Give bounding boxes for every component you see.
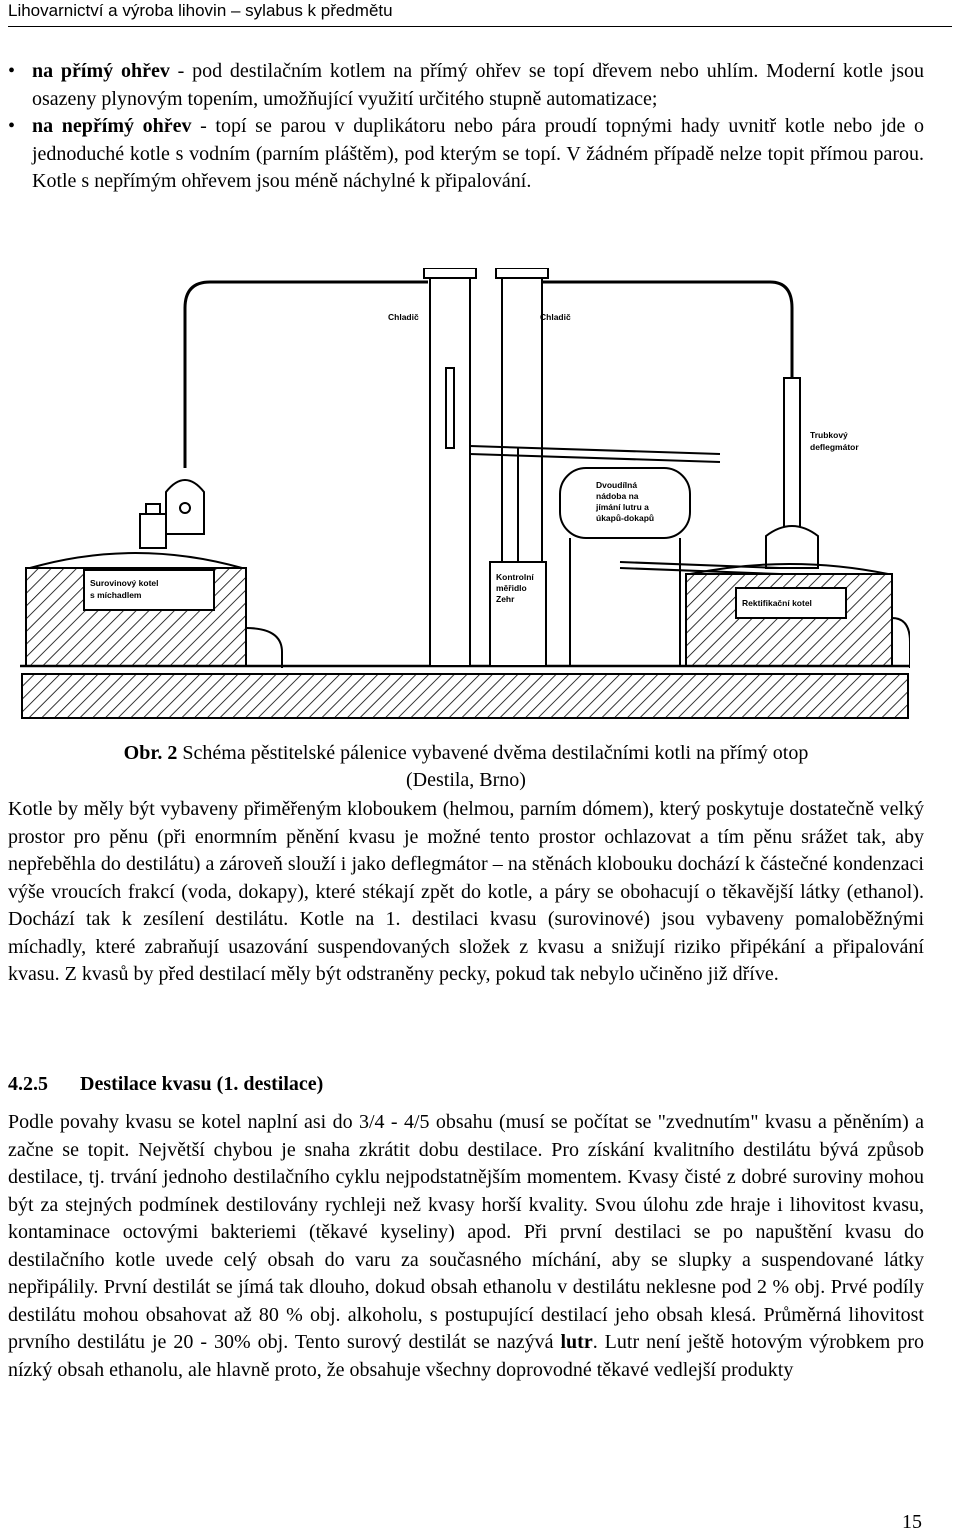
tube-dephlegmator: [784, 378, 800, 528]
paragraph-text-part1: Podle povahy kvasu se kotel naplní asi do 3/4 - 4/5 obsahu (musí se počítat se "zvednutím" kvasu a pěněním) a začne se topit. Největší chybou je snaha zkrátit dobu destilace. Pro získání kvalitního destilátu bývá způsob destilace, tj. trvání jednoho destilačního cyklu nejpodstatnějším momentem. Kvasy čisté z dobré suroviny mohou být za stejných podmínek destilovány rychleji než kvasy horší kvality. Svou úlohu zde hraje i lihovitost kvasu, kontaminace octovými bakteriemi (těkavé kyseliny) apod. Při první destilaci se po napuštění kvasu do destilačního kotle uvede celý obsah do varu za současného míchání, aby se slupky a suspendované látky nepřipálily. První destilát se jímá tak dlouho, dokud obsah ethanolu v destilátu neklesne pod 2 % obj. Prvé podíly destilátu mohou obsahovat až 80 % obj. alkoholu, s postupující destilací jeho obsah klesá. Průměrná lihovitost prvního destilátu je 20 - 30% obj. Tento surový destilát se nazývá: [8, 1111, 924, 1353]
label-raw-boiler-2: s míchadlem: [90, 590, 142, 600]
bullet-list: [8, 58, 924, 196]
right-vapor-pipe: [542, 282, 792, 398]
bullet-text: - pod destilačním kotlem na přímý ohřev se topí dřevem nebo uhlím. Moderní kotle jsou osazeny plynovým topením, umožňující využití určitého stupně automatizace;: [32, 60, 924, 110]
label-receiver-3: jímání lutru a: [596, 502, 649, 512]
label-receiver-2: nádoba na: [596, 491, 639, 501]
label-cooler-right: Chladič: [540, 312, 571, 322]
stirrer-motor-top: [146, 504, 160, 514]
paragraph-text: [8, 1109, 924, 1384]
label-meter-2: měřidlo: [496, 583, 527, 593]
header-title: Lihovarnictví a výroba lihovin – sylabus k předmětu: [8, 1, 393, 20]
label-receiver-4: úkapů-dokapů: [596, 513, 655, 523]
paragraph-distillation: [8, 1109, 924, 1384]
left-cooler-cap: [424, 268, 476, 278]
distillery-schematic: [20, 268, 910, 724]
left-helmet: [166, 480, 204, 534]
caption-line-1: [8, 740, 924, 767]
section-heading: [8, 1070, 323, 1098]
label-dephlegmator-2: deflegmátor: [810, 442, 859, 452]
bullet-text: - topí se parou v duplikátoru nebo pára proudí topnými hady uvnitř kotle nebo jde o jednoduché kotle s vodním (parním pláštěm), pod kterým se topí. V žádném případě nelze topit přímou parou. Kotle s nepřímým ohřevem jsou méně náchylné k připalování.: [32, 115, 925, 192]
stirrer-motor: [140, 514, 166, 548]
caption-text: Schéma pěstitelské pálenice vybavené dvěma destilačními kotli na přímý otop: [182, 742, 809, 764]
caption-line-2: (Destila, Brno): [406, 769, 526, 791]
bullet-item-indirect-heating: [8, 113, 924, 196]
left-drain-pipe: [246, 628, 282, 668]
left-boiler-lid: [30, 553, 242, 568]
paragraph-term-lutr: lutr: [560, 1331, 593, 1353]
paragraph-text: Kotle by měly být vybaveny přiměřeným kloboukem (helmou, parním dómem), který poskytuje dostatečně velký prostor pro pěnu (při enormním pěnění kvasu je možné tento prostor ochlazovat a tím pěnu srážet tak, aby nepřeběhla do destilátu) a zároveň slouží i jako deflegmátor – na stěnách klobouku dochází k částečné kondenzaci výše vroucích frakcí (voda, dokapy), které stékají zpět do kotle, a páry se obohacují o těkavější látky (ethanol). Dochází tak k zesílení destilátu. Kotle na 1. destilaci kvasu (surovinové) jsou vybaveny pomaloběžnými míchadly, které zabraňují usazování suspendovaných složek z kvasu a snižují riziko připékání a připalování kvasu. Z kvasů by před destilací měly být odstraněny pecky, pokud tak nebylo učiněno již dříve.: [8, 798, 924, 985]
paragraph-boilers: [8, 796, 924, 989]
bullet-term: na přímý ohřev: [32, 60, 170, 82]
thermometer: [446, 368, 454, 448]
page-number: 15: [902, 1511, 922, 1533]
section-title: Destilace kvasu (1. destilace): [80, 1073, 324, 1095]
page-header: [8, 0, 952, 27]
right-cooler-cap: [496, 268, 548, 278]
label-cooler-left: Chladič: [388, 312, 419, 322]
bullet-term: na nepřímý ohřev: [32, 115, 192, 137]
right-drain-pipe: [892, 618, 910, 668]
caption-label: Obr. 2: [123, 742, 178, 764]
figure-caption: [8, 740, 924, 794]
section-number: 4.2.5: [8, 1073, 48, 1095]
bullet-dot: •: [8, 60, 16, 82]
left-cooler-column: [430, 276, 470, 666]
label-rectification-boiler: Rektifikační kotel: [742, 598, 812, 608]
label-meter-1: Kontrolní: [496, 572, 534, 582]
label-meter-3: Zehr: [496, 594, 515, 604]
distillery-schematic-figure: [20, 268, 910, 724]
paragraph-text-part2: . Lutr není ještě hotovým výrobkem pro nízký obsah ethanolu, ale hlavně proto, že obsahuje všechny doprovodné těkavé vedlejší produkty: [8, 1331, 924, 1381]
right-helmet: [766, 526, 818, 568]
bullet-item-direct-heating: [8, 58, 924, 113]
label-receiver-1: Dvoudílná: [596, 480, 638, 490]
label-raw-boiler-1: Surovinový kotel: [90, 578, 159, 588]
bullet-dot: •: [8, 115, 16, 137]
left-vapor-pipe: [185, 282, 428, 468]
floor-hatched: [22, 674, 908, 718]
label-dephlegmator-1: Trubkový: [810, 430, 848, 440]
